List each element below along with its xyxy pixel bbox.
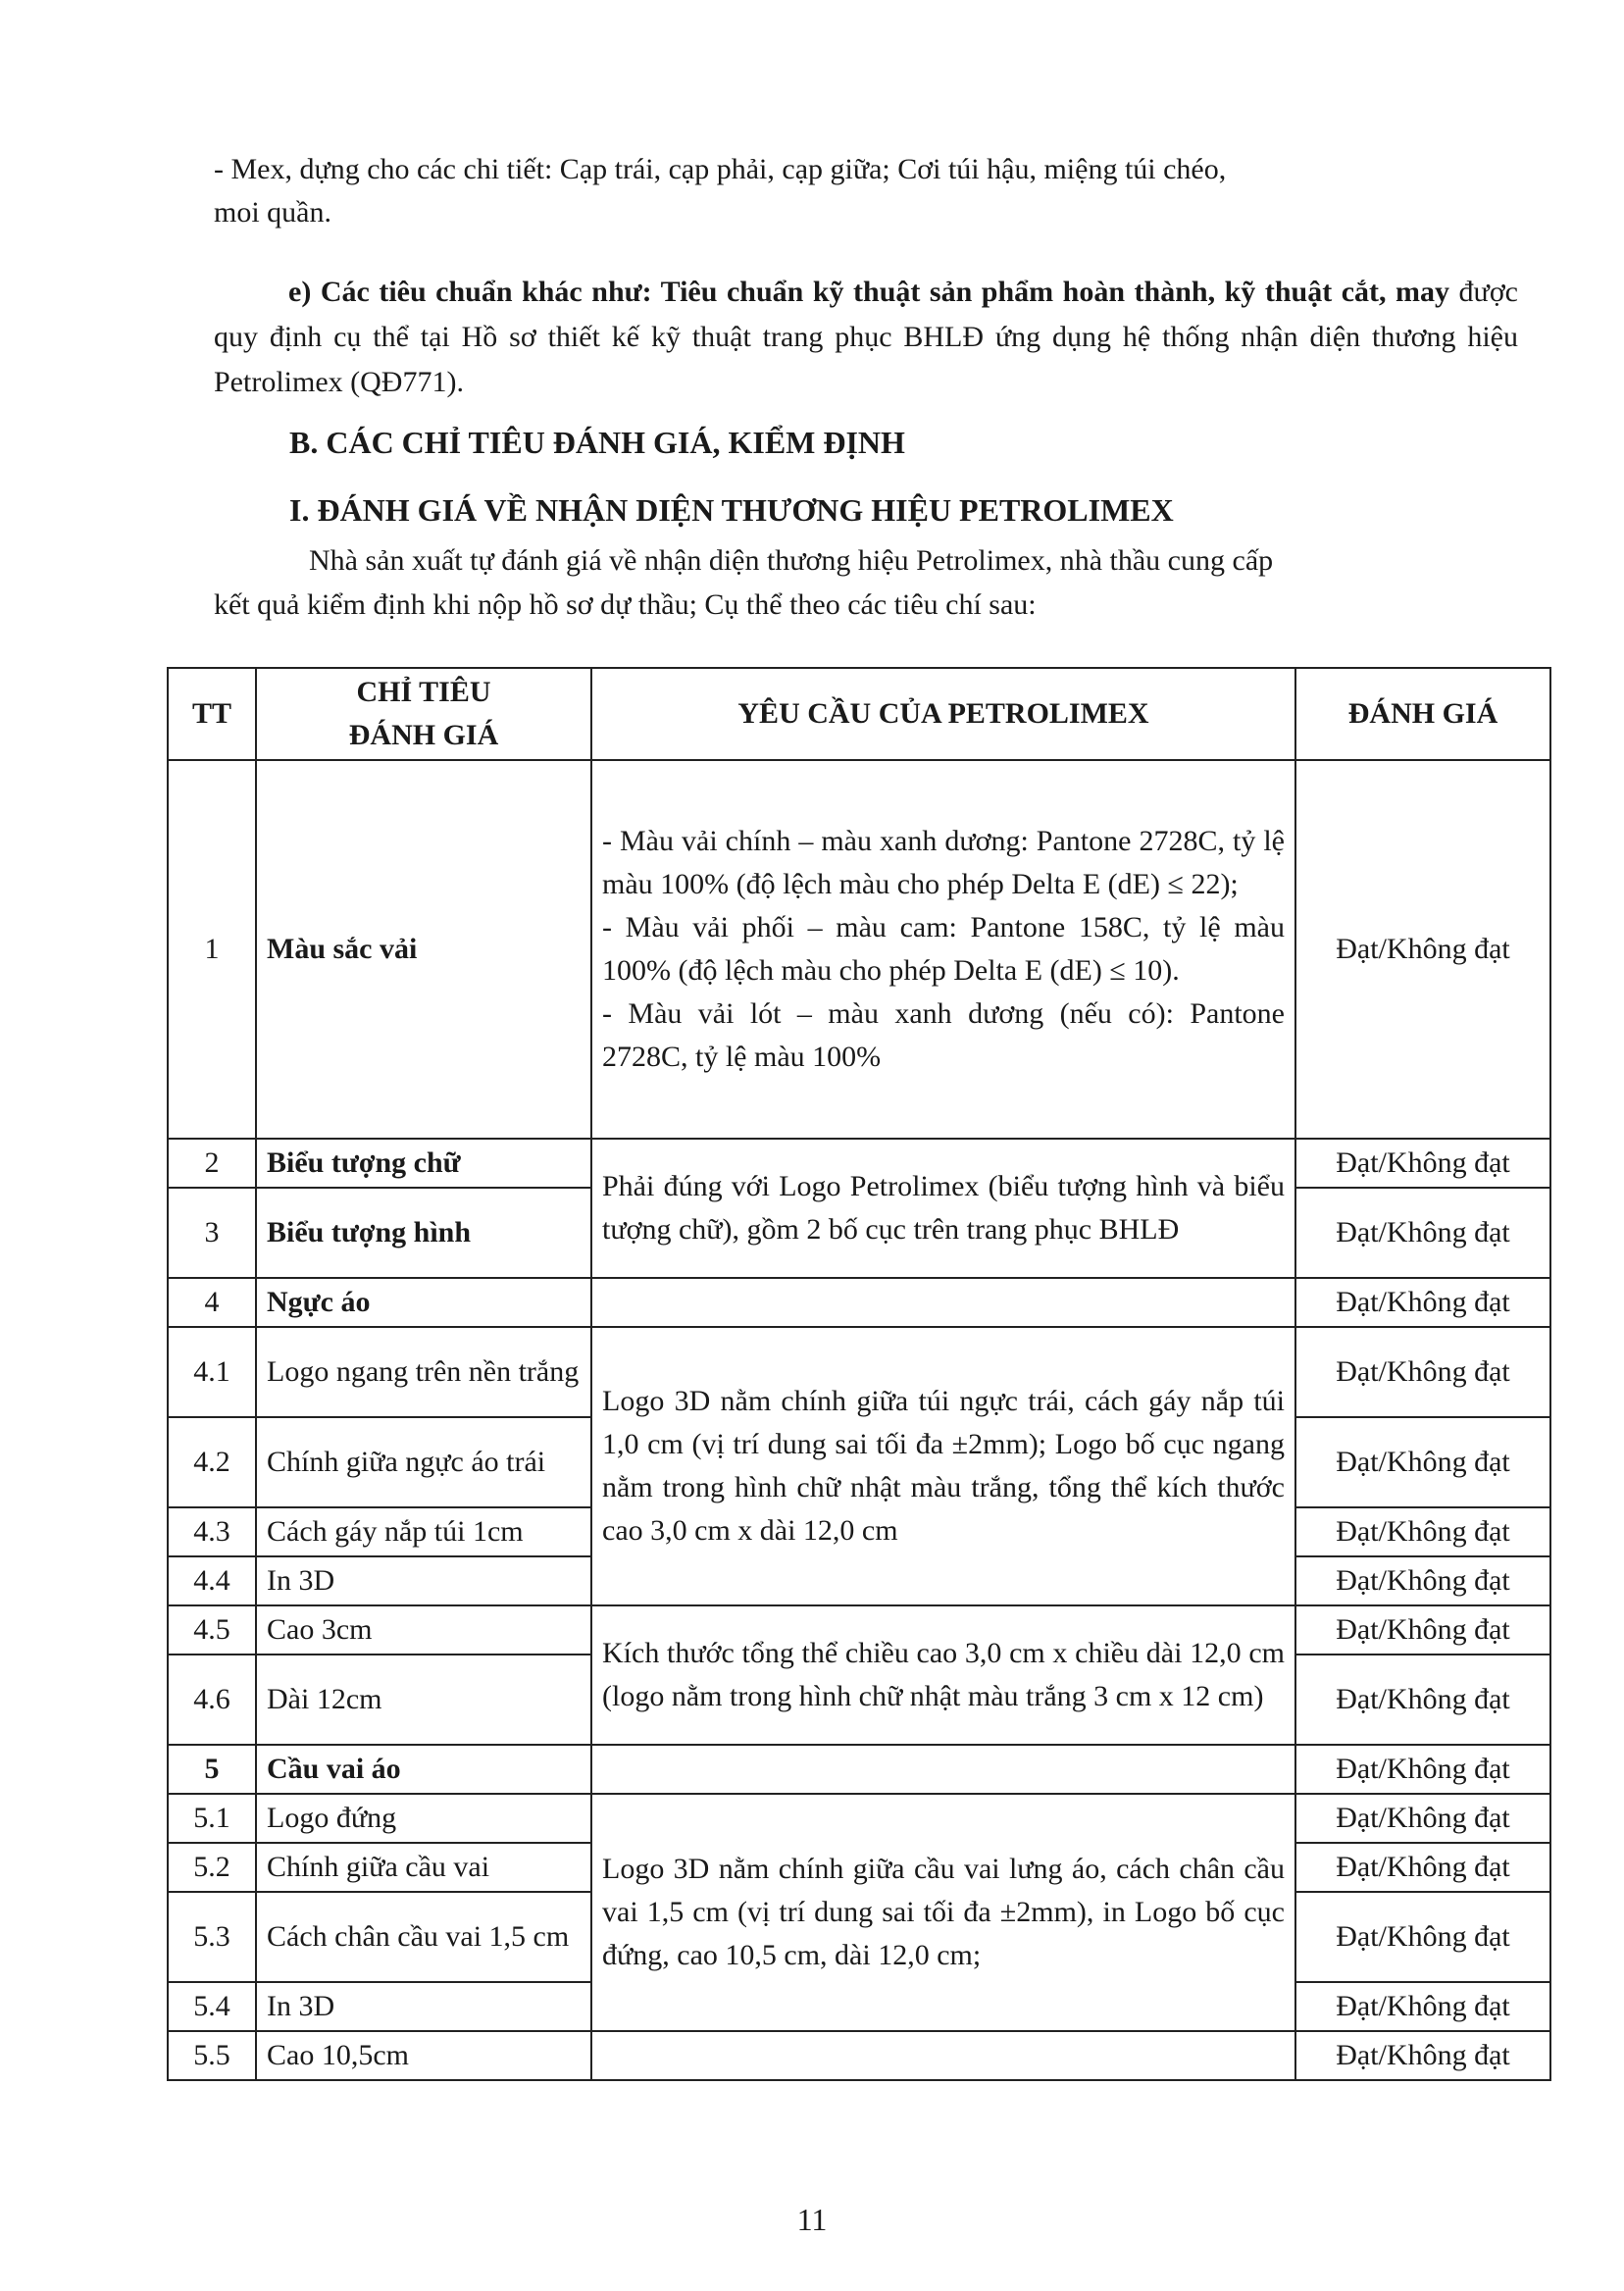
requirement-lining-color: - Màu vải lót – màu xanh dương (nếu có): Pantone 2728C, tỷ lệ màu 100% xyxy=(602,997,1285,1073)
row-tt: 5.1 xyxy=(168,1794,256,1843)
row-criteria: Logo ngang trên nền trắng xyxy=(256,1327,591,1417)
row-criteria: Cách gáy nắp túi 1cm xyxy=(256,1507,591,1556)
row-criteria: Cách chân cầu vai 1,5 cm xyxy=(256,1892,591,1982)
row-criteria: In 3D xyxy=(256,1982,591,2031)
header-criteria xyxy=(256,668,591,760)
row-requirement-empty xyxy=(591,1745,1295,1794)
row-result: Đạt/Không đạt xyxy=(1295,1794,1550,1843)
row-tt: 5.4 xyxy=(168,1982,256,2031)
table-row xyxy=(168,1327,1550,1417)
row-tt: 3 xyxy=(168,1188,256,1278)
row-tt: 5.2 xyxy=(168,1843,256,1892)
standards-paragraph-bold: e) Các tiêu chuẩn khác như: Tiêu chuẩn kỹ thuật sản phẩm hoàn thành, kỹ thuật cắt, may xyxy=(288,276,1450,308)
row-tt: 2 xyxy=(168,1139,256,1188)
row-result: Đạt/Không đạt xyxy=(1295,1278,1550,1327)
header-criteria-line2: ĐÁNH GIÁ xyxy=(348,719,499,751)
row-criteria: Chính giữa cầu vai xyxy=(256,1843,591,1892)
page-number: 11 xyxy=(796,2202,828,2237)
row-requirement-empty xyxy=(591,1278,1295,1327)
section-b-heading: B. CÁC CHỈ TIÊU ĐÁNH GIÁ, KIỂM ĐỊNH xyxy=(289,425,905,460)
evaluation-table xyxy=(167,667,1551,2081)
row-criteria: Màu sắc vải xyxy=(256,760,591,1139)
section-i-description-line1: Nhà sản xuất tự đánh giá về nhận diện thương hiệu Petrolimex, nhà thầu cung cấp xyxy=(309,544,1274,577)
row-result: Đạt/Không đạt xyxy=(1295,1843,1550,1892)
header-requirement: YÊU CẦU CỦA PETROLIMEX xyxy=(591,668,1295,760)
row-criteria: Cao 3cm xyxy=(256,1605,591,1655)
table-row xyxy=(168,1794,1550,1843)
row-criteria: Biểu tượng chữ xyxy=(256,1139,591,1188)
row-result: Đạt/Không đạt xyxy=(1295,1139,1550,1188)
row-tt: 4.1 xyxy=(168,1327,256,1417)
row-criteria: Dài 12cm xyxy=(256,1655,591,1745)
table-row xyxy=(168,1139,1550,1188)
standards-paragraph xyxy=(214,270,1518,405)
requirement-main-color: - Màu vải chính – màu xanh dương: Pantone 2728C, tỷ lệ màu 100% (độ lệch màu cho phép Delta E (dE) ≤ 22); xyxy=(602,825,1285,900)
row-requirement: Phải đúng với Logo Petrolimex (biểu tượng hình và biểu tượng chữ), gồm 2 bố cục trên trang phục BHLĐ xyxy=(591,1139,1295,1278)
section-i-heading: I. ĐÁNH GIÁ VỀ NHẬN DIỆN THƯƠNG HIỆU PETROLIMEX xyxy=(289,492,1174,528)
row-tt: 4.4 xyxy=(168,1556,256,1605)
row-result: Đạt/Không đạt xyxy=(1295,1188,1550,1278)
row-tt: 4.6 xyxy=(168,1655,256,1745)
row-criteria: In 3D xyxy=(256,1556,591,1605)
row-result: Đạt/Không đạt xyxy=(1295,1892,1550,1982)
row-criteria: Cao 10,5cm xyxy=(256,2031,591,2080)
section-i-description-line2: kết quả kiểm định khi nộp hồ sơ dự thầu; Cụ thể theo các tiêu chí sau: xyxy=(214,588,1037,621)
row-tt: 4.2 xyxy=(168,1417,256,1507)
row-result: Đạt/Không đạt xyxy=(1295,2031,1550,2080)
row-result: Đạt/Không đạt xyxy=(1295,1507,1550,1556)
table-row xyxy=(168,2031,1550,2080)
row-requirement: Kích thước tổng thể chiều cao 3,0 cm x chiều dài 12,0 cm (logo nằm trong hình chữ nhật màu trắng 3 cm x 12 cm) xyxy=(591,1605,1295,1745)
requirement-accent-color: - Màu vải phối – màu cam: Pantone 158C, tỷ lệ màu 100% (độ lệch màu cho phép Delta E (dE) ≤ 10). xyxy=(602,911,1285,987)
table-row xyxy=(168,1278,1550,1327)
row-result: Đạt/Không đạt xyxy=(1295,1745,1550,1794)
row-tt: 4 xyxy=(168,1278,256,1327)
row-tt: 1 xyxy=(168,760,256,1139)
row-tt: 5 xyxy=(168,1745,256,1794)
table-row xyxy=(168,1745,1550,1794)
row-criteria: Biểu tượng hình xyxy=(256,1188,591,1278)
row-result: Đạt/Không đạt xyxy=(1295,1655,1550,1745)
table-row xyxy=(168,1605,1550,1655)
row-tt: 4.3 xyxy=(168,1507,256,1556)
header-tt: TT xyxy=(168,668,256,760)
standards-paragraph-rest: được quy định cụ thể tại Hồ sơ thiết kế kỹ thuật trang phục BHLĐ ứng dụng hệ thống nhận diện thương hiệu Petrolimex (QĐ771). xyxy=(214,276,1518,398)
row-result: Đạt/Không đạt xyxy=(1295,1605,1550,1655)
row-result: Đạt/Không đạt xyxy=(1295,1556,1550,1605)
row-result: Đạt/Không đạt xyxy=(1295,1982,1550,2031)
row-result: Đạt/Không đạt xyxy=(1295,1417,1550,1507)
row-requirement-empty xyxy=(591,2031,1295,2080)
header-result: ĐÁNH GIÁ xyxy=(1295,668,1550,760)
row-result: Đạt/Không đạt xyxy=(1295,760,1550,1139)
row-tt: 4.5 xyxy=(168,1605,256,1655)
row-criteria: Ngực áo xyxy=(256,1278,591,1327)
mex-paragraph-line2: moi quần. xyxy=(214,196,331,229)
row-criteria: Cầu vai áo xyxy=(256,1745,591,1794)
row-criteria: Chính giữa ngực áo trái xyxy=(256,1417,591,1507)
row-requirement: Logo 3D nằm chính giữa túi ngực trái, cách gáy nắp túi 1,0 cm (vị trí dung sai tối đa ±2mm); Logo bố cục ngang nằm trong hình chữ nhật màu trắng, tổng thể kích thước cao 3,0 cm x dài 12,0 cm xyxy=(591,1327,1295,1605)
mex-paragraph-line1: - Mex, dựng cho các chi tiết: Cạp trái, cạp phải, cạp giữa; Cơi túi hậu, miệng túi chéo, xyxy=(214,153,1227,185)
row-criteria: Logo đứng xyxy=(256,1794,591,1843)
row-tt: 5.5 xyxy=(168,2031,256,2080)
table-header-row xyxy=(168,668,1550,760)
row-requirement: Logo 3D nằm chính giữa cầu vai lưng áo, cách chân cầu vai 1,5 cm (vị trí dung sai tối đa ±2mm), in Logo bố cục đứng, cao 10,5 cm, dài 12,0 cm; xyxy=(591,1794,1295,2031)
row-result: Đạt/Không đạt xyxy=(1295,1327,1550,1417)
header-criteria-line1: CHỈ TIÊU xyxy=(356,676,491,708)
row-requirement xyxy=(591,760,1295,1139)
row-tt: 5.3 xyxy=(168,1892,256,1982)
table-row xyxy=(168,760,1550,1139)
